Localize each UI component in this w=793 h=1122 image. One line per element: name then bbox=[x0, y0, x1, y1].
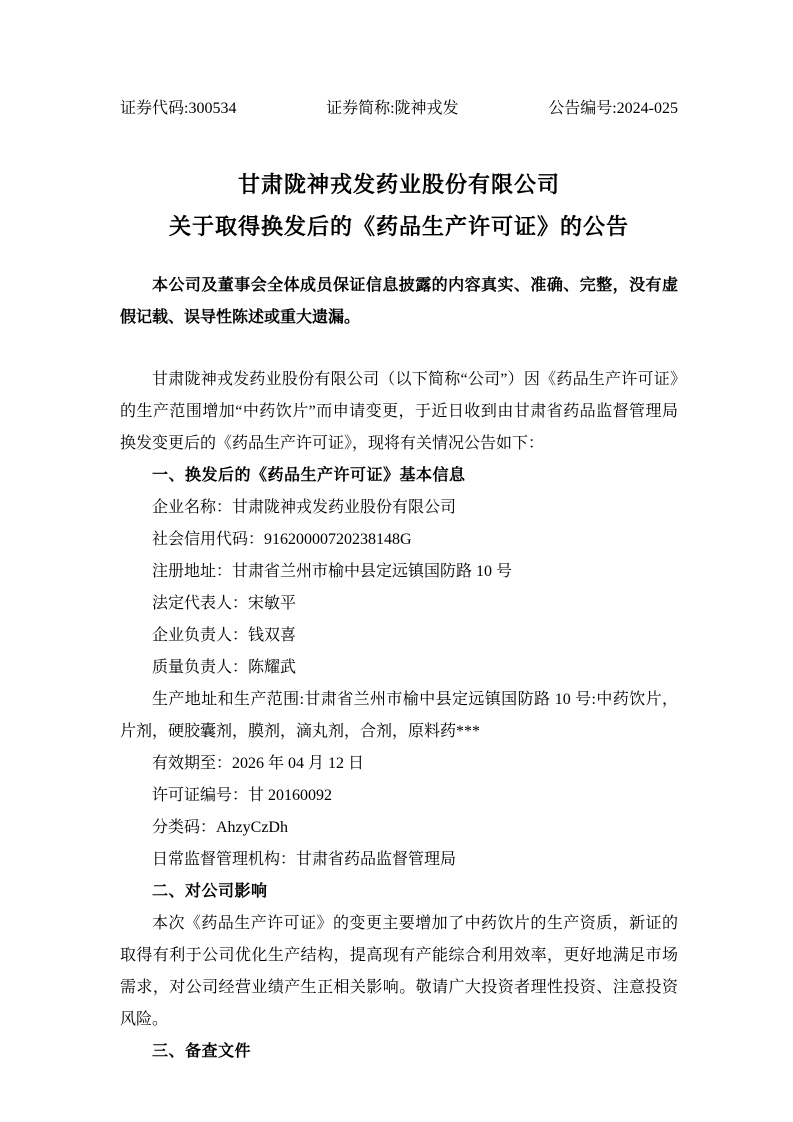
section2-heading: 二、对公司影响 bbox=[152, 883, 268, 900]
stock-short-name: 证券简称:陇神戎发 bbox=[326, 100, 459, 117]
license-item-license-number: 许可证编号：甘 20160092 bbox=[152, 787, 333, 804]
announcement-title-line: 关于取得换发后的《药品生产许可证》的公告 bbox=[168, 214, 629, 239]
document-header bbox=[120, 100, 678, 118]
license-item-valid-until: 有效期至：2026 年 04 月 12 日 bbox=[152, 755, 365, 772]
announcement-number: 公告编号:2024-025 bbox=[548, 100, 678, 117]
license-item-production-scope: 生产地址和生产范围:甘肃省兰州市榆中县定远镇国防路 10 号:中药饮片，片剂，硬胶囊剂，膜剂，滴丸剂，合剂，原料药*** bbox=[120, 691, 678, 740]
intro-paragraph: 甘肃陇神戎发药业股份有限公司（以下简称“公司”）因《药品生产许可证》的生产范围增加“中药饮片”而申请变更，于近日收到由甘肃省药品监督管理局换发变更后的《药品生产许可证》，现将有关情况公告如下： bbox=[120, 371, 678, 452]
disclaimer-paragraph: 本公司及董事会全体成员保证信息披露的内容真实、准确、完整，没有虚假记载、误导性陈述或重大遗漏。 bbox=[120, 277, 678, 326]
section3-heading: 三、备查文件 bbox=[152, 1043, 252, 1060]
stock-code: 证券代码:300534 bbox=[120, 100, 237, 117]
section1-heading: 一、换发后的《药品生产许可证》基本信息 bbox=[152, 467, 466, 484]
license-item-credit-code: 社会信用代码：91620000720238148G bbox=[152, 531, 412, 548]
license-item-legal-representative: 法定代表人：宋敏平 bbox=[152, 595, 297, 612]
license-item-quality-head: 质量负责人：陈耀武 bbox=[152, 659, 297, 676]
document-title bbox=[120, 164, 678, 248]
section2-body: 本次《药品生产许可证》的变更主要增加了中药饮片的生产资质，新证的取得有利于公司优化生产结构，提高现有产能综合利用效率，更好地满足市场需求，对公司经营业绩产生正相关影响。敬请广大投资者理性投资、注意投资风险。 bbox=[120, 915, 678, 1028]
company-name-title-line: 甘肃陇神戎发药业股份有限公司 bbox=[237, 172, 560, 197]
license-item-registered-address: 注册地址：甘肃省兰州市榆中县定远镇国防路 10 号 bbox=[152, 563, 513, 580]
license-item-classification-code: 分类码：AhzyCzDh bbox=[152, 819, 288, 836]
license-item-enterprise-head: 企业负责人：钱双喜 bbox=[152, 627, 297, 644]
license-item-company-name: 企业名称：甘肃陇神戎发药业股份有限公司 bbox=[152, 499, 457, 516]
license-item-supervisory-authority: 日常监督管理机构：甘肃省药品监督管理局 bbox=[152, 851, 457, 868]
